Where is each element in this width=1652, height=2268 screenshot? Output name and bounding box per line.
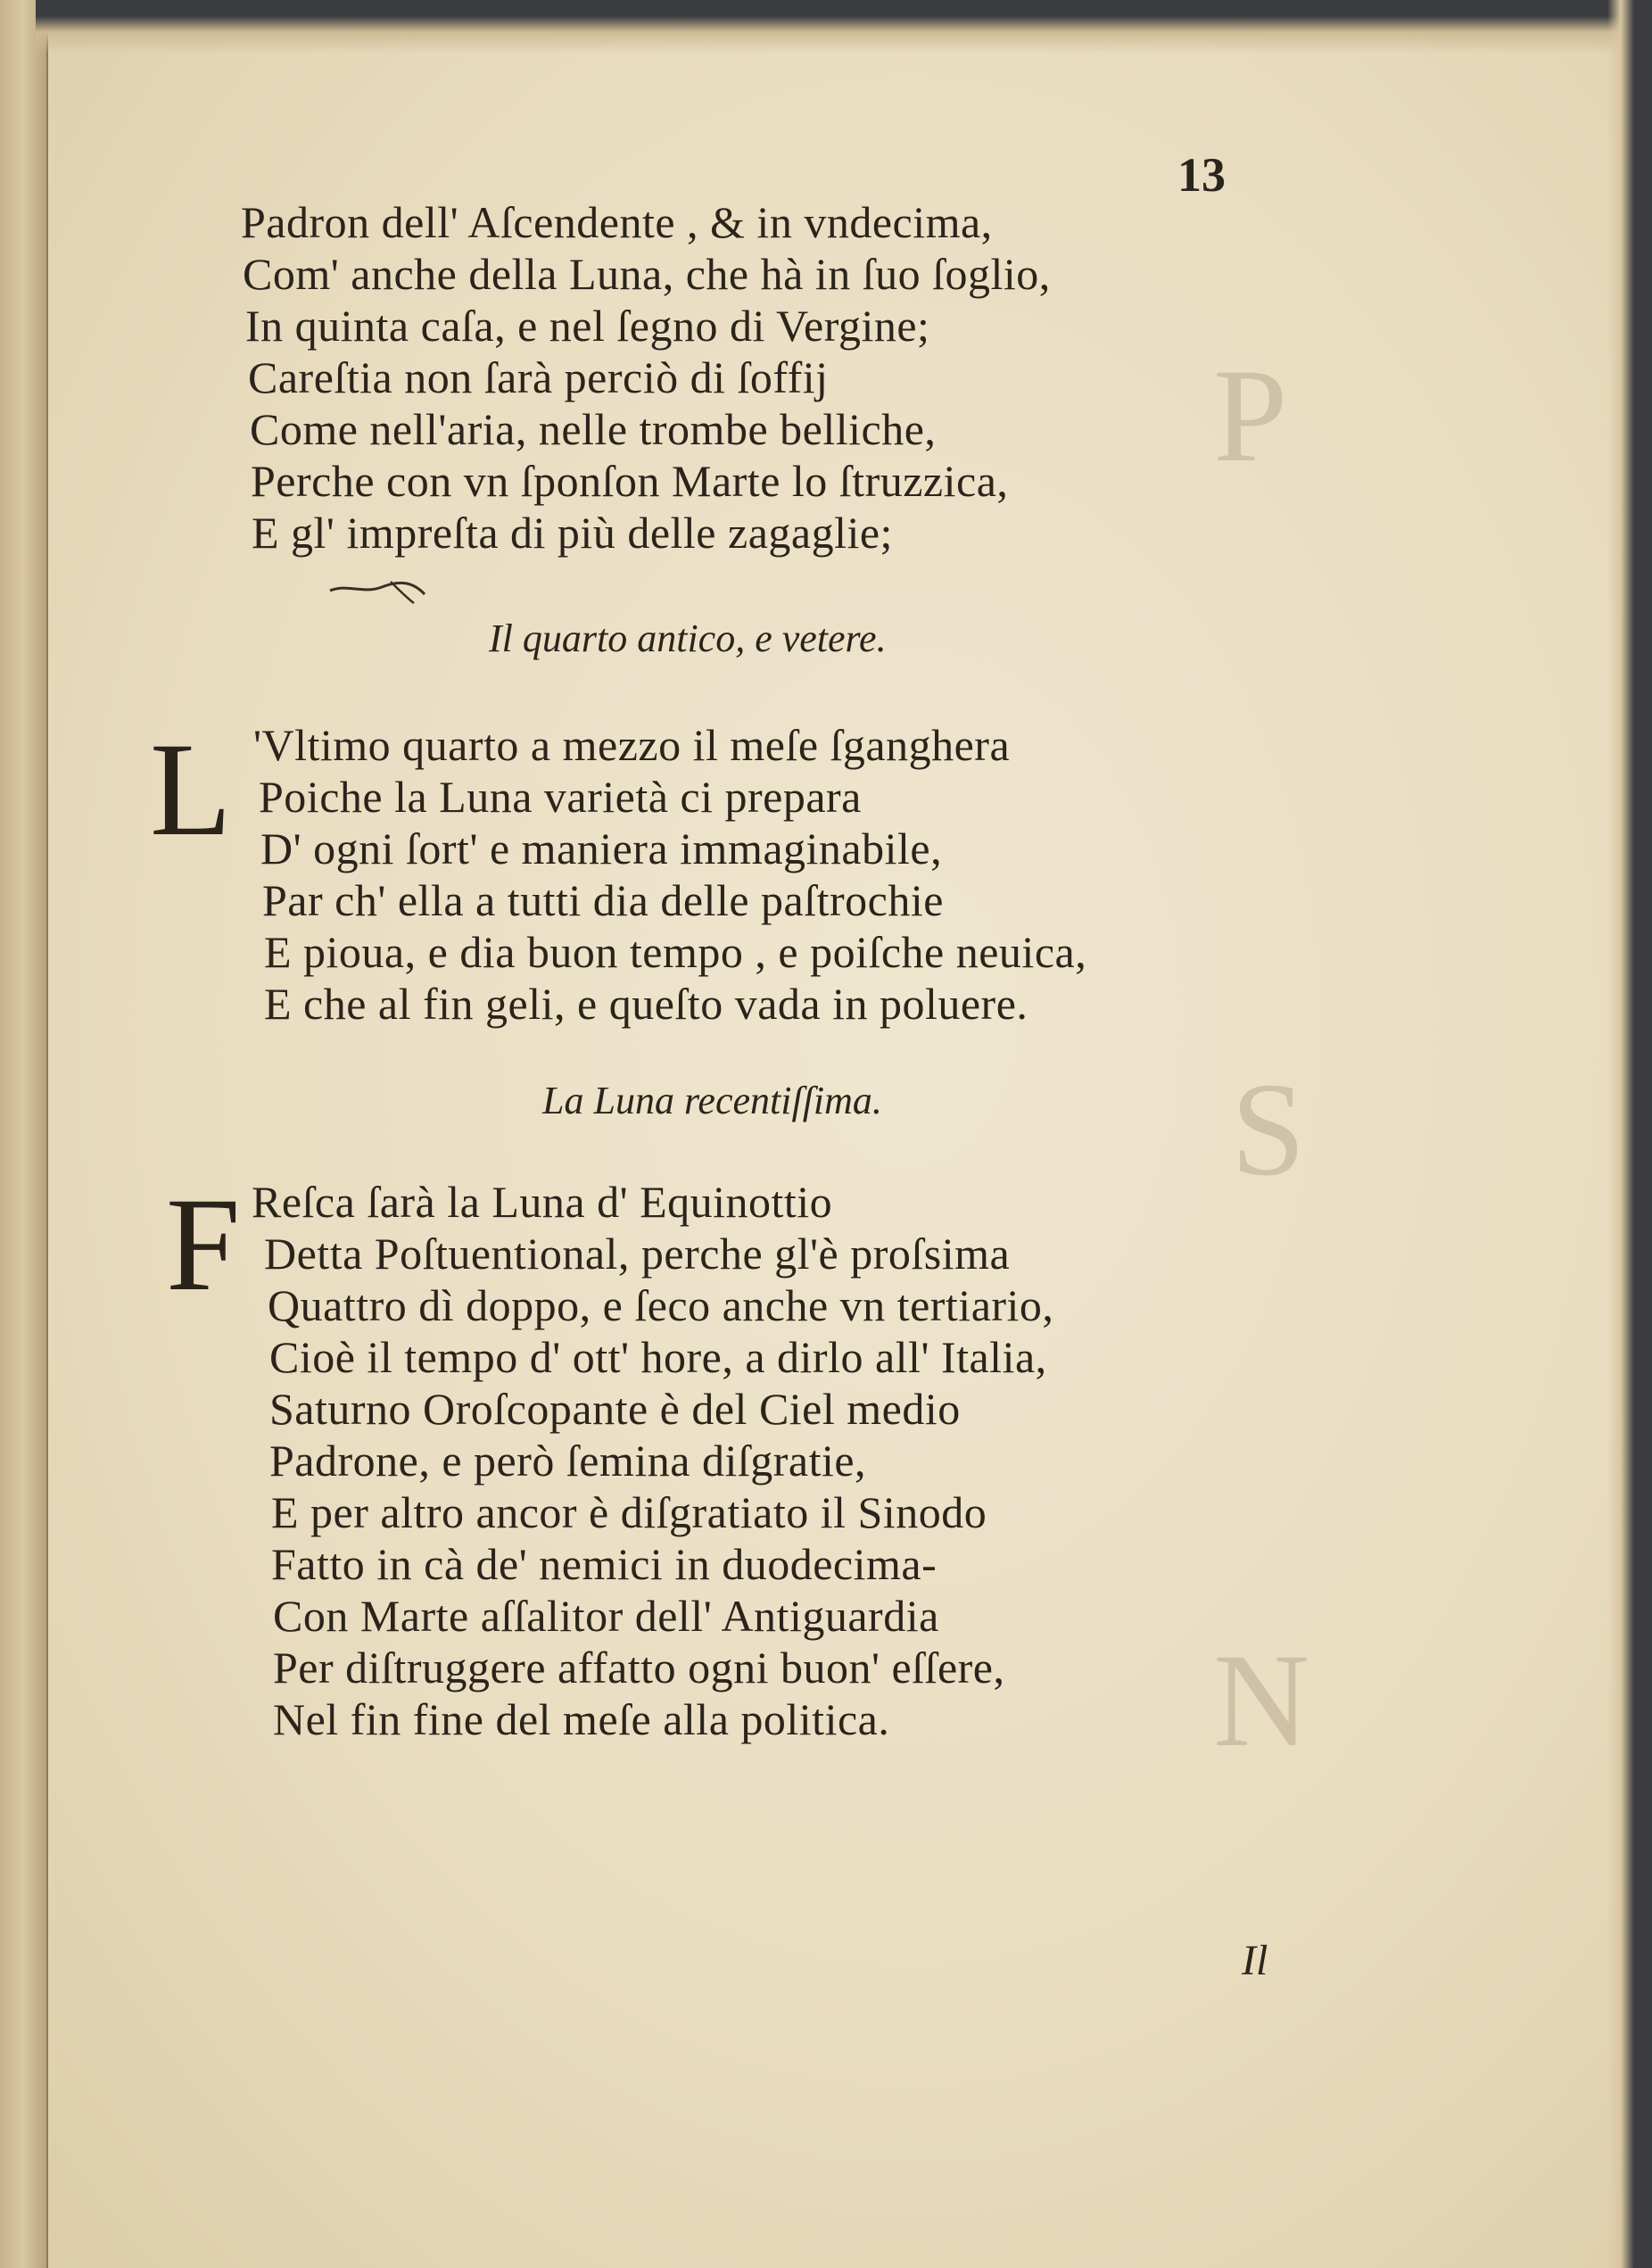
verse-line: Con Marte aſſalitor dell' Antiguardia [273,1591,939,1641]
verse-line: Padrone, e però ſemina diſgratie, [269,1436,867,1486]
verse-line: Per diſtruggere affatto ogni buon' eſſere, [273,1643,1005,1693]
ink-flourish [328,564,426,608]
verse-line: Par ch' ella a tutti dia delle paſtrochie [262,875,944,925]
verse-line: E gl' impreſta di più delle zagaglie; [252,508,893,558]
verse-line: Reſca ſarà la Luna d' Equinottio [252,1177,833,1227]
binding-gutter [0,0,48,2268]
verse-line: Poiche la Luna varietà ci prepara [259,772,862,822]
verse-line: Come nell'aria, nelle trombe belliche, [250,404,937,454]
verse-line: Fatto in cà de' nemici in duodecima- [271,1539,938,1589]
show-through-letter-s: S [1231,1055,1306,1204]
section-heading: La Luna recentiſſima. [542,1079,882,1122]
verse-line: Padron dell' Aſcendente , & in vndecima, [241,197,993,247]
verse-line: Detta Poſtuentional, perche gl'è proſsima [264,1229,1011,1279]
page-right-edge [1607,0,1652,2268]
drop-capital: L [150,716,232,864]
verse-line: Careſtia non ſarà perciò di ſoffij [248,352,829,402]
page-top-edge [36,0,1652,54]
verse-line: Cioè il tempo d' ott' hore, a dirlo all' Italia, [269,1332,1047,1382]
verse-line: E che al fin geli, e queſto vada in poluere. [264,979,1028,1029]
verse-line: Quattro dì doppo, e ſeco anche vn tertiario, [268,1280,1054,1330]
show-through-letter-p: P [1213,342,1288,490]
page-number: 13 [1177,148,1226,202]
verse-line: Nel fin fine del meſe alla politica. [273,1694,890,1744]
show-through-letter-n: N [1213,1627,1310,1775]
section-heading: Il quarto antico, e vetere. [489,617,887,660]
verse-line: E per altro ancor è diſgratiato il Sinodo [271,1487,987,1537]
verse-line: Perche con vn ſponſon Marte lo ſtruzzica, [251,456,1009,506]
catchword: Il [1242,1937,1268,1984]
verse-line: 'Vltimo quarto a mezzo il meſe ſganghera [253,720,1011,770]
verse-line: E pioua, e dia buon tempo , e poiſche neuica, [264,927,1087,977]
verse-line: Com' anche della Luna, che hà in ſuo ſoglio, [243,249,1051,299]
drop-capital: F [166,1171,241,1319]
verse-line: In quinta caſa, e nel ſegno di Vergine; [245,301,930,351]
verse-line: D' ogni ſort' e maniera immaginabile, [260,824,943,873]
verse-line: Saturno Oroſcopante è del Ciel medio [269,1384,961,1434]
